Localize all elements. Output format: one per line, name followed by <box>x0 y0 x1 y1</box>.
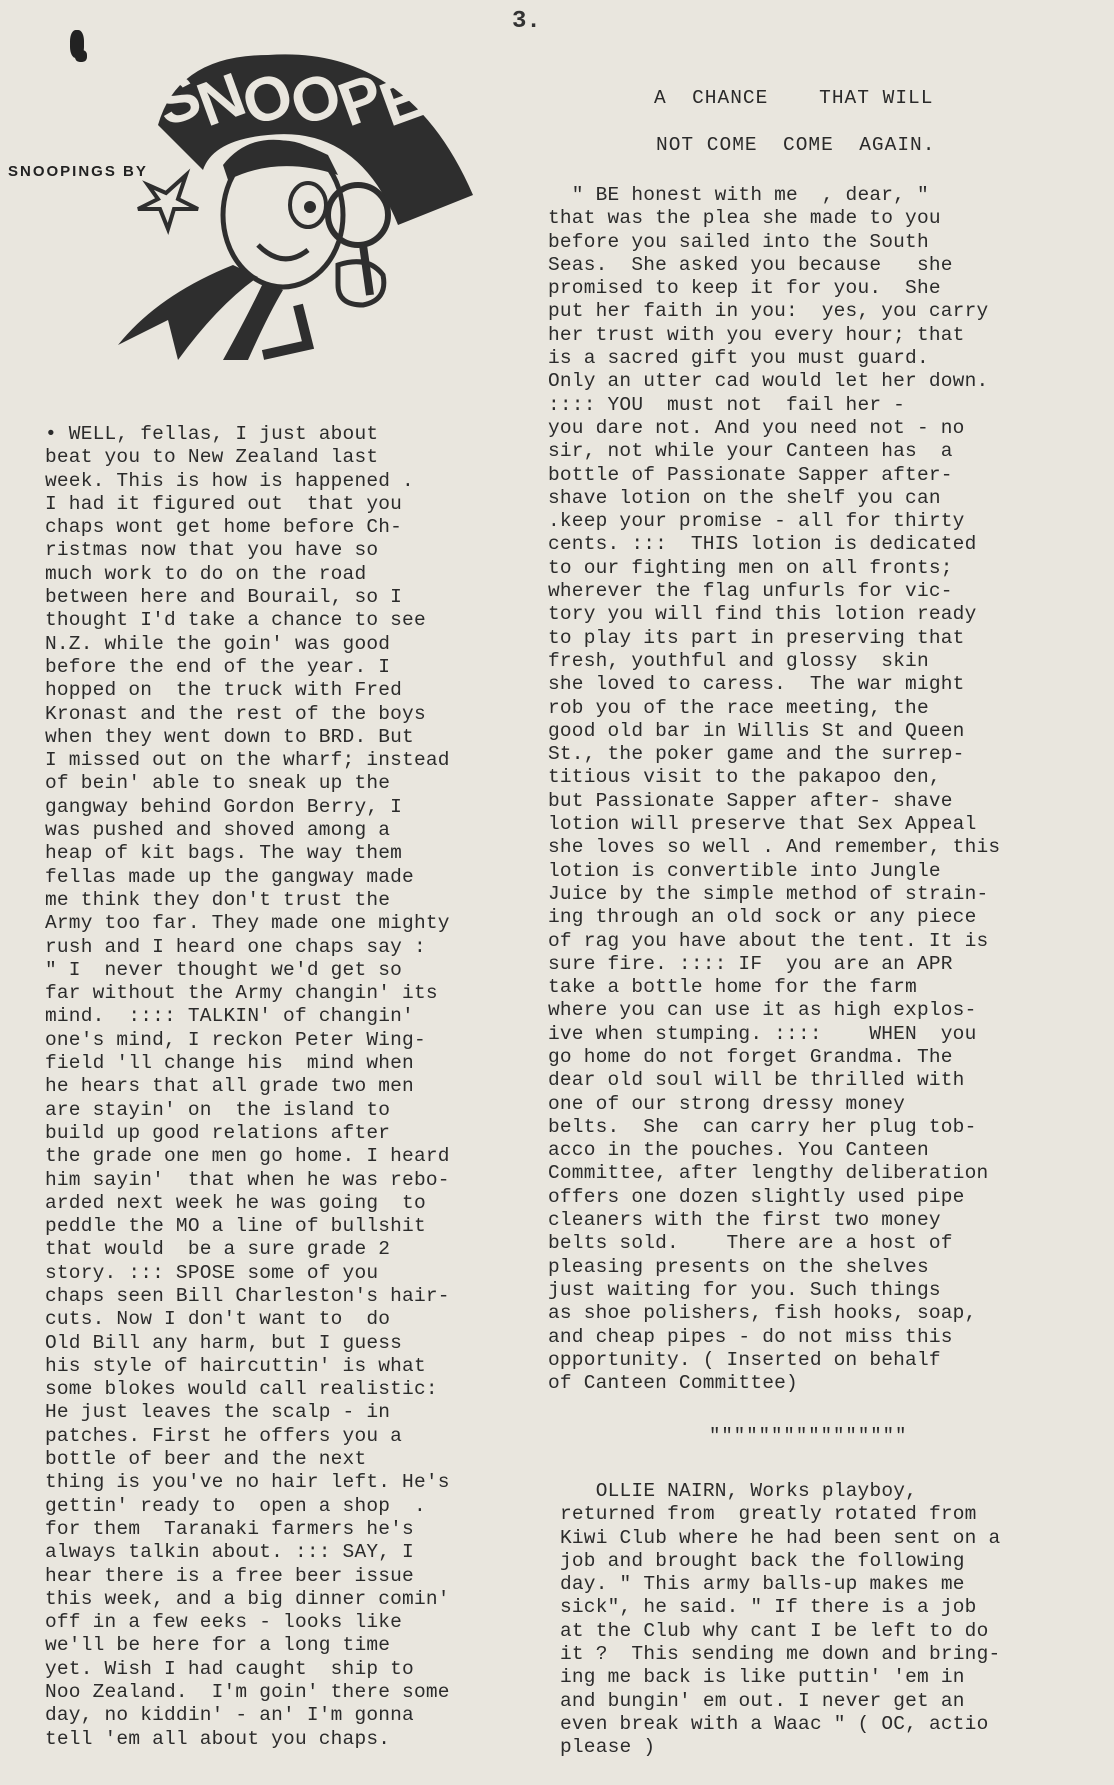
text-line: he hears that all grade two men <box>45 1075 414 1098</box>
text-line: ing through an old sock or any piece <box>548 906 977 929</box>
right-column-ollie-nairn-item <box>560 1480 1090 1760</box>
text-line: dear old soul will be thrilled with <box>548 1069 965 1092</box>
text-line: bottle of Passionate Sapper after- <box>548 463 953 486</box>
text-line: pleasing presents on the shelves <box>548 1255 929 1278</box>
article-title-line-2: NOT COME COME AGAIN. <box>656 134 936 156</box>
text-line: and bungin' em out. I never get an <box>560 1689 965 1712</box>
text-line: belts sold. There are a host of <box>548 1232 953 1255</box>
text-line: :::: YOU must not fail her - <box>548 393 906 416</box>
text-line: peddle the MO a line of bullshit <box>45 1215 426 1238</box>
text-line: rob you of the race meeting, the <box>548 696 929 719</box>
text-line: cleaners with the first two money <box>548 1209 941 1232</box>
text-line: Kiwi Club where he had been sent on a <box>560 1526 1001 1549</box>
text-line: ing me back is like puttin' 'em in <box>560 1666 965 1689</box>
snooper-logo-illustration <box>8 15 568 395</box>
text-line: " BE honest with me , dear, " <box>548 184 929 206</box>
text-line: Army too far. They made one mighty <box>45 912 450 935</box>
text-line: arded next week he was going to <box>45 1191 426 1214</box>
text-line: day, no kiddin' - an' I'm gonna <box>45 1704 414 1727</box>
text-line: where you can use it as high explos- <box>548 999 977 1022</box>
snooper-masthead <box>8 15 568 395</box>
text-line: at the Club why cant I be left to do <box>560 1619 989 1642</box>
text-line: one's mind, I reckon Peter Wing- <box>45 1028 426 1051</box>
text-line: chaps wont get home before Ch- <box>45 516 403 539</box>
text-line: fresh, youthful and glossy skin <box>548 649 929 672</box>
text-line: Committee, after lengthy deliberation <box>548 1162 989 1185</box>
text-line: St., the poker game and the surrep- <box>548 743 965 766</box>
text-line: you dare not. And you need not - no <box>548 416 965 439</box>
text-line: " I never thought we'd get so <box>45 958 403 981</box>
masthead-title: SNOOPER <box>147 58 479 141</box>
text-line: Kronast and the rest of the boys <box>45 702 426 725</box>
text-line: chaps seen Bill Charleston's hair- <box>45 1284 450 1307</box>
text-line: belts. She can carry her plug tob- <box>548 1115 977 1138</box>
text-line: N.Z. while the goin' was good <box>45 632 391 655</box>
text-line: Old Bill any harm, but I guess <box>45 1331 403 1354</box>
text-line: Seas. She asked you because she <box>548 253 953 276</box>
text-line: go home do not forget Grandma. The <box>548 1045 953 1068</box>
text-line: and cheap pipes - do not miss this <box>548 1325 953 1348</box>
text-line: ive when stumping. :::: WHEN you <box>548 1022 977 1045</box>
text-line: thing is you've no hair left. He's <box>45 1471 450 1494</box>
text-line: before the end of the year. I <box>45 655 391 678</box>
text-line: his style of haircuttin' is what <box>45 1354 426 1377</box>
text-line: week. This is how is happened . <box>45 469 414 492</box>
text-line: tory you will find this lotion ready <box>548 603 977 626</box>
text-line: for them Taranaki farmers he's <box>45 1517 414 1540</box>
text-line: mind. :::: TALKIN' of changin' <box>45 1005 414 1028</box>
text-line: returned from greatly rotated from <box>560 1503 977 1526</box>
text-line: ristmas now that you have so <box>45 539 379 562</box>
text-line: Noo Zealand. I'm goin' there some <box>45 1681 450 1704</box>
text-line: bottle of beer and the next <box>45 1448 367 1471</box>
text-line: far without the Army changin' its <box>45 982 438 1005</box>
right-column-canteen-article <box>548 184 1098 1395</box>
text-line: him sayin' that when he was rebo- <box>45 1168 450 1191</box>
text-line: when they went down to BRD. But <box>45 725 414 748</box>
text-line: of rag you have about the tent. It is <box>548 929 989 952</box>
text-line: this week, and a big dinner comin' <box>45 1587 450 1610</box>
text-line: Only an utter cad would let her down. <box>548 370 989 393</box>
text-line: tell 'em all about you chaps. <box>45 1727 391 1750</box>
text-line: field 'll change his mind when <box>45 1052 414 1075</box>
text-line: we'll be here for a long time <box>45 1634 391 1657</box>
text-line: of bein' able to sneak up the <box>45 772 391 795</box>
text-line: hear there is a free beer issue <box>45 1564 414 1587</box>
text-line: it ? This sending me down and bring- <box>560 1643 1001 1666</box>
article-title-line-1: A CHANCE THAT WILL <box>654 87 934 109</box>
text-line: that would be a sure grade 2 <box>45 1238 391 1261</box>
text-line: one of our strong dressy money <box>548 1092 906 1115</box>
left-column-text <box>45 423 565 1751</box>
text-line: me think they don't trust the <box>45 888 391 911</box>
text-line: she loved to caress. The war might <box>548 673 965 696</box>
text-line: are stayin' on the island to <box>45 1098 391 1121</box>
text-line: to our fighting men on all fronts; <box>548 556 953 579</box>
section-separator: """""""""""""""" <box>709 1425 908 1447</box>
text-line: she loves so well . And remember, this <box>548 836 1001 859</box>
text-line: sure fire. :::: IF you are an APR <box>548 952 953 975</box>
text-line: just waiting for you. Such things <box>548 1278 941 1301</box>
text-line: much work to do on the road <box>45 562 367 585</box>
text-line: the grade one men go home. I heard <box>45 1145 450 1168</box>
text-line: heap of kit bags. The way them <box>45 842 403 865</box>
text-line: of Canteen Committee) <box>548 1372 798 1395</box>
text-line: sick", he said. " If there is a job <box>560 1596 977 1619</box>
text-line: shave lotion on the shelf you can <box>548 486 941 509</box>
text-line: rush and I heard one chaps say : <box>45 935 426 958</box>
text-line: fellas made up the gangway made <box>45 865 414 888</box>
text-line: titious visit to the pakapoo den, <box>548 766 941 789</box>
text-line: Juice by the simple method of strain- <box>548 882 989 905</box>
text-line: please ) <box>560 1736 656 1759</box>
text-line: before you sailed into the South <box>548 230 929 253</box>
text-line: .keep your promise - all for thirty <box>548 510 965 533</box>
text-line: to play its part in preserving that <box>548 626 965 649</box>
text-line: her trust with you every hour; that <box>548 323 965 346</box>
text-line: acco in the pouches. You Canteen <box>548 1139 929 1162</box>
text-line: lotion is convertible into Jungle <box>548 859 941 882</box>
text-line: was pushed and shoved among a <box>45 819 391 842</box>
text-line: day. " This army balls-up makes me <box>560 1573 965 1596</box>
text-line: • WELL, fellas, I just about <box>45 423 379 445</box>
text-line: build up good relations after <box>45 1121 391 1144</box>
text-line: cuts. Now I don't want to do <box>45 1308 391 1331</box>
text-line: cents. ::: THIS lotion is dedicated <box>548 533 977 556</box>
text-line: sir, not while your Canteen has a <box>548 440 953 463</box>
text-line: gettin' ready to open a shop . <box>45 1494 426 1517</box>
text-line: hopped on the truck with Fred <box>45 679 403 702</box>
text-line: beat you to New Zealand last <box>45 446 379 469</box>
text-line: even break with a Waac " ( OC, actio <box>560 1712 989 1735</box>
text-line: I had it figured out that you <box>45 492 403 515</box>
text-line: that was the plea she made to you <box>548 207 941 230</box>
text-line: some blokes would call realistic: <box>45 1378 438 1401</box>
text-line: promised to keep it for you. She <box>548 277 941 300</box>
text-line: He just leaves the scalp - in <box>45 1401 391 1424</box>
page-number: 3. <box>512 8 541 35</box>
text-line: always talkin about. ::: SAY, I <box>45 1541 414 1564</box>
text-line: yet. Wish I had caught ship to <box>45 1657 414 1680</box>
masthead-tagline: SNOOPINGS BY <box>8 163 148 180</box>
text-line: off in a few eeks - looks like <box>45 1611 403 1634</box>
text-line: I missed out on the wharf; instead <box>45 749 450 772</box>
text-line: patches. First he offers you a <box>45 1424 403 1447</box>
text-line: story. ::: SPOSE some of you <box>45 1261 379 1284</box>
text-line: good old bar in Willis St and Queen <box>548 719 965 742</box>
text-line: wherever the flag unfurls for vic- <box>548 580 953 603</box>
text-line: gangway behind Gordon Berry, I <box>45 795 403 818</box>
text-line: between here and Bourail, so I <box>45 586 403 609</box>
text-line: put her faith in you: yes, you carry <box>548 300 989 323</box>
text-line: lotion will preserve that Sex Appeal <box>548 813 977 836</box>
text-line: OLLIE NAIRN, Works playboy, <box>560 1480 918 1502</box>
text-line: offers one dozen slightly used pipe <box>548 1185 965 1208</box>
text-line: take a bottle home for the farm <box>548 976 917 999</box>
text-line: as shoe polishers, fish hooks, soap, <box>548 1302 977 1325</box>
text-line: job and brought back the following <box>560 1549 965 1572</box>
text-line: thought I'd take a chance to see <box>45 609 426 632</box>
text-line: but Passionate Sapper after- shave <box>548 789 953 812</box>
text-line: is a sacred gift you must guard. <box>548 347 929 370</box>
text-line: opportunity. ( Inserted on behalf <box>548 1348 941 1371</box>
